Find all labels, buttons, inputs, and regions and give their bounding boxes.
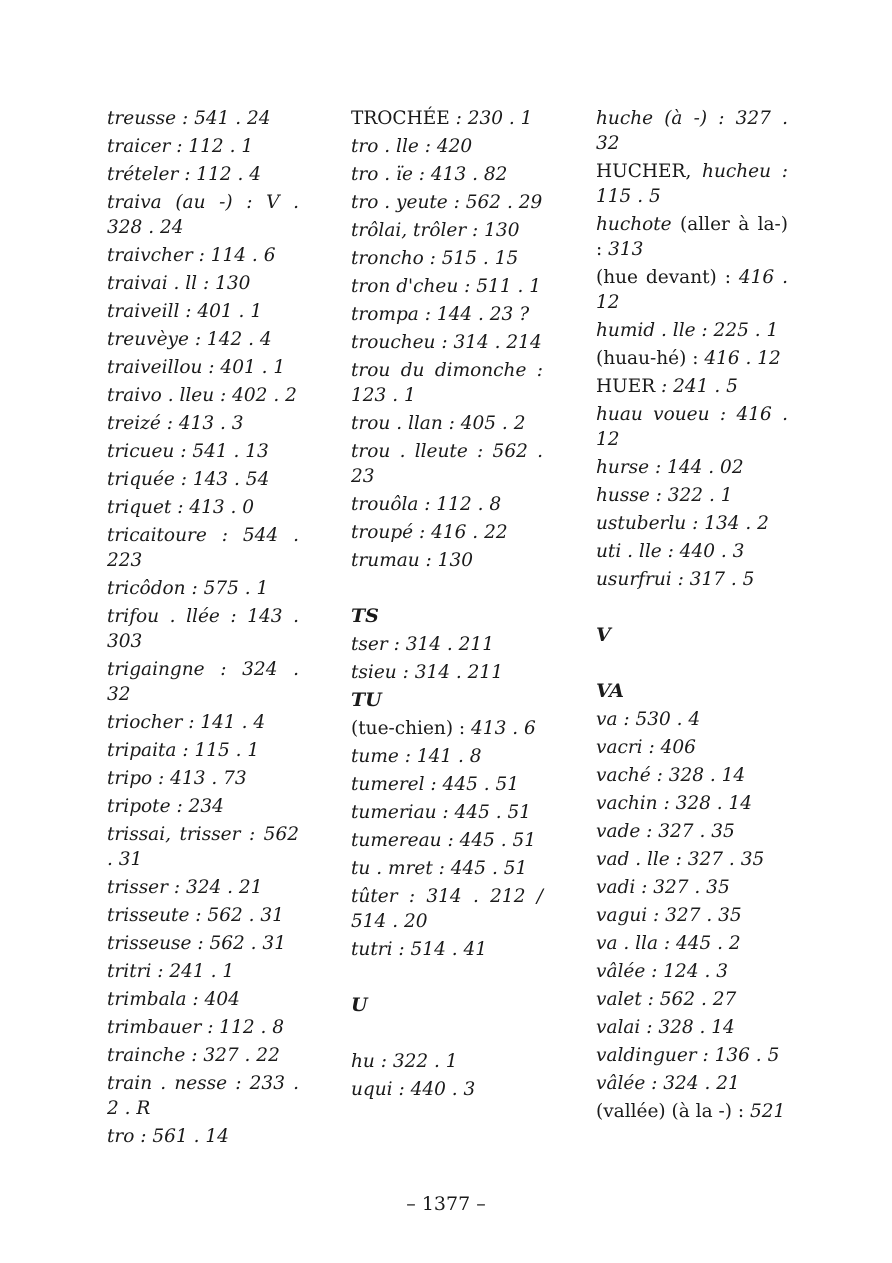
- entry-italic-text: husse : 322 . 1: [596, 485, 733, 506]
- section-spacer: [596, 651, 788, 679]
- section-spacer: [596, 595, 788, 623]
- index-entry: [107, 766, 299, 791]
- entry-italic-text: traivcher : 114 . 6: [107, 245, 276, 266]
- section-heading: TU: [351, 689, 382, 711]
- index-column-2: [351, 106, 543, 1105]
- index-entry: [596, 763, 788, 788]
- entry-italic-text: 416 . 12: [596, 267, 788, 313]
- entry-italic-text: traivai . ll : 130: [107, 273, 251, 294]
- index-entry: [351, 162, 543, 187]
- index-entry: [596, 1071, 788, 1096]
- entry-italic-text: trisseuse : 562 . 31: [107, 933, 286, 954]
- index-entry: [351, 937, 543, 962]
- entry-italic-text: 416 . 12: [698, 348, 781, 369]
- entry-italic-text: tumereau : 445 . 51: [351, 830, 537, 851]
- entry-italic-text: treizé : 413 . 3: [107, 413, 244, 434]
- entry-italic-text: tripaita : 115 . 1: [107, 740, 260, 761]
- entry-upright-text: (tue-chien) :: [351, 718, 466, 739]
- entry-italic-text: trifou . llée : 143 . 303: [107, 606, 299, 652]
- entry-italic-text: tûter : 314 . 212 / 514 . 20: [351, 886, 543, 932]
- index-entry: [107, 576, 299, 601]
- index-entry: [351, 302, 543, 327]
- entry-italic-text: hu : 322 . 1: [351, 1051, 458, 1072]
- index-entry: [596, 791, 788, 816]
- index-entry: [107, 1124, 299, 1149]
- entry-italic-text: trumau : 130: [351, 550, 473, 571]
- section-heading: U: [351, 994, 368, 1016]
- index-entry: [351, 744, 543, 769]
- index-entry: [107, 1043, 299, 1068]
- index-entry: [596, 567, 788, 592]
- index-entry: [596, 819, 788, 844]
- index-entry: [107, 903, 299, 928]
- entry-italic-text: tricueu : 541 . 13: [107, 441, 269, 462]
- page-number: – 1377 –: [406, 1193, 486, 1215]
- entry-italic-text: valdinguer : 136 . 5: [596, 1045, 780, 1066]
- index-entry: [107, 162, 299, 187]
- entry-italic-text: trou du dimonche : 123 . 1: [351, 360, 543, 406]
- index-entry: [596, 903, 788, 928]
- index-column-3: [596, 106, 788, 1127]
- entry-italic-text: tutri : 514 . 41: [351, 939, 488, 960]
- entry-italic-text: traivo . lleu : 402 . 2: [107, 385, 297, 406]
- index-entry: [107, 1015, 299, 1040]
- index-entry: [107, 523, 299, 573]
- entry-italic-text: trou . lleute : 562 . 23: [351, 441, 543, 487]
- entry-italic-text: trimbauer : 112 . 8: [107, 1017, 285, 1038]
- entry-upright-text: (huau-hé) :: [596, 348, 699, 369]
- index-entry: [107, 710, 299, 735]
- index-entry: [596, 539, 788, 564]
- entry-italic-text: hucheu : 115 . 5: [596, 161, 788, 207]
- index-entry: [596, 959, 788, 984]
- entry-italic-text: vâlée : 324 . 21: [596, 1073, 740, 1094]
- entry-italic-text: 413 . 6: [465, 718, 536, 739]
- index-column-1: [107, 106, 299, 1152]
- entry-italic-text: train . nesse : 233 . 2 . R: [107, 1073, 299, 1119]
- index-entry: [107, 822, 299, 872]
- index-entry: [351, 1049, 543, 1074]
- index-entry: [596, 931, 788, 956]
- entry-italic-text: tsieu : 314 . 211: [351, 662, 503, 683]
- entry-italic-text: tro . ïe : 413 . 82: [351, 164, 508, 185]
- entry-italic-text: valai : 328 . 14: [596, 1017, 735, 1038]
- entry-italic-text: uti . lle : 440 . 3: [596, 541, 745, 562]
- index-entry: [107, 657, 299, 707]
- entry-italic-text: treuvèye : 142 . 4: [107, 329, 272, 350]
- entry-italic-text: trételer : 112 . 4: [107, 164, 262, 185]
- index-entry: [351, 1077, 543, 1102]
- entry-upright-text: TROCHÉE: [351, 108, 450, 129]
- section-heading: V: [596, 624, 611, 646]
- entry-italic-text: tume : 141 . 8: [351, 746, 482, 767]
- entry-italic-text: tritri : 241 . 1: [107, 961, 235, 982]
- entry-italic-text: troucheu : 314 . 214: [351, 332, 542, 353]
- index-entry: [351, 772, 543, 797]
- entry-italic-text: troncho : 515 . 15: [351, 248, 519, 269]
- entry-italic-text: triquet : 413 . 0: [107, 497, 255, 518]
- section-spacer: [351, 576, 543, 604]
- entry-italic-text: vâlée : 124 . 3: [596, 961, 729, 982]
- entry-upright-text: HUCHER,: [596, 161, 692, 182]
- index-entry: [107, 495, 299, 520]
- index-entry: [107, 959, 299, 984]
- entry-italic-text: : 230 . 1: [449, 108, 533, 129]
- entry-italic-text: traiva (au -) : V . 328 . 24: [107, 192, 299, 238]
- index-entry: [107, 299, 299, 324]
- entry-italic-text: va : 530 . 4: [596, 709, 701, 730]
- entry-italic-text: vachin : 328 . 14: [596, 793, 753, 814]
- entry-italic-text: traiveill : 401 . 1: [107, 301, 263, 322]
- index-entry: [351, 856, 543, 881]
- entry-italic-text: tumeriau : 445 . 51: [351, 802, 532, 823]
- index-entry: [107, 794, 299, 819]
- entry-italic-text: tricaitoure : 544 . 223: [107, 525, 299, 571]
- index-entry: [596, 318, 788, 343]
- index-entry: [107, 327, 299, 352]
- index-entry: [596, 1099, 788, 1124]
- entry-italic-text: tu . mret : 445 . 51: [351, 858, 528, 879]
- index-entry: [351, 492, 543, 517]
- index-entry: [107, 604, 299, 654]
- index-entry: [596, 707, 788, 732]
- entry-italic-text: trompa : 144 . 23 ?: [351, 304, 530, 325]
- entry-italic-text: valet : 562 . 27: [596, 989, 737, 1010]
- index-entry: [596, 265, 788, 315]
- index-entry: [351, 632, 543, 657]
- entry-upright-text: (vallée) (à la -) :: [596, 1101, 745, 1122]
- index-entry: [107, 243, 299, 268]
- entry-italic-text: tricôdon : 575 . 1: [107, 578, 269, 599]
- entry-italic-text: trou . llan : 405 . 2: [351, 413, 526, 434]
- index-entry: [351, 411, 543, 436]
- index-entry: [351, 800, 543, 825]
- entry-italic-text: vadi : 327 . 35: [596, 877, 730, 898]
- entry-italic-text: vacri : 406: [596, 737, 696, 758]
- index-entry: [351, 330, 543, 355]
- entry-italic-text: tro . lle : 420: [351, 136, 473, 157]
- index-entry: [351, 106, 543, 131]
- entry-italic-text: vaché : 328 . 14: [596, 765, 746, 786]
- entry-italic-text: vade : 327 . 35: [596, 821, 735, 842]
- index-entry: [596, 511, 788, 536]
- index-entry: [107, 1071, 299, 1121]
- index-entry: [107, 383, 299, 408]
- index-entry: [596, 735, 788, 760]
- entry-upright-text: (hue devant) :: [596, 267, 731, 288]
- entry-italic-text: trigaingne : 324 . 32: [107, 659, 299, 705]
- index-entry: [596, 875, 788, 900]
- entry-upright-text: (aller à la-) :: [596, 214, 788, 260]
- entry-italic-text: trimbala : 404: [107, 989, 240, 1010]
- entry-italic-text: tro . yeute : 562 . 29: [351, 192, 543, 213]
- index-entry: [107, 106, 299, 131]
- entry-italic-text: traicer : 112 . 1: [107, 136, 254, 157]
- index-entry: [351, 716, 543, 741]
- entry-italic-text: ustuberlu : 134 . 2: [596, 513, 769, 534]
- index-entry: [596, 847, 788, 872]
- index-entry: [596, 106, 788, 156]
- index-entry: [107, 190, 299, 240]
- entry-italic-text: tripote : 234: [107, 796, 224, 817]
- entry-italic-text: trainche : 327 . 22: [107, 1045, 280, 1066]
- index-entry: [596, 374, 788, 399]
- entry-italic-text: trissai, trisser : 562 . 31: [107, 824, 299, 870]
- index-entry: [351, 548, 543, 573]
- index-entry: [107, 439, 299, 464]
- entry-italic-text: vagui : 327 . 35: [596, 905, 742, 926]
- entry-italic-text: : 241 . 5: [655, 376, 738, 397]
- entry-italic-text: 521: [744, 1101, 786, 1122]
- entry-italic-text: usurfrui : 317 . 5: [596, 569, 755, 590]
- entry-italic-text: huau voueu : 416 . 12: [596, 404, 788, 450]
- entry-italic-text: trôlai, trôler : 130: [351, 220, 520, 241]
- index-entry: [351, 134, 543, 159]
- index-entry: [596, 455, 788, 480]
- index-entry: [351, 520, 543, 545]
- entry-italic-text: uqui : 440 . 3: [351, 1079, 476, 1100]
- index-entry: [351, 274, 543, 299]
- index-entry: [107, 271, 299, 296]
- entry-italic-text: humid . lle : 225 . 1: [596, 320, 779, 341]
- entry-italic-text: triquée : 143 . 54: [107, 469, 270, 490]
- index-entry: [351, 439, 543, 489]
- entry-italic-text: traiveillou : 401 . 1: [107, 357, 286, 378]
- index-entry: [596, 987, 788, 1012]
- entry-italic-text: trisseute : 562 . 31: [107, 905, 284, 926]
- index-entry: [351, 218, 543, 243]
- index-entry: [351, 190, 543, 215]
- index-entry: [596, 212, 788, 262]
- index-entry: [107, 875, 299, 900]
- index-entry: [107, 134, 299, 159]
- index-entry: [107, 931, 299, 956]
- index-entry: [596, 402, 788, 452]
- index-entry: [107, 467, 299, 492]
- section-heading: VA: [596, 680, 625, 702]
- entry-italic-text: huche (à -) : 327 . 32: [596, 108, 788, 154]
- index-entry: [107, 411, 299, 436]
- entry-upright-text: HUER: [596, 376, 656, 397]
- entry-italic-text: 313: [602, 239, 644, 260]
- entry-italic-text: hurse : 144 . 02: [596, 457, 744, 478]
- entry-italic-text: troupé : 416 . 22: [351, 522, 508, 543]
- entry-italic-text: tron d'cheu : 511 . 1: [351, 276, 541, 297]
- entry-italic-text: va . lla : 445 . 2: [596, 933, 741, 954]
- entry-italic-text: tumerel : 445 . 51: [351, 774, 520, 795]
- entry-italic-text: vad . lle : 327 . 35: [596, 849, 765, 870]
- section-spacer: [351, 965, 543, 993]
- index-entry: [351, 828, 543, 853]
- index-entry: [596, 1015, 788, 1040]
- index-entry: [107, 987, 299, 1012]
- entry-italic-text: trisser : 324 . 21: [107, 877, 263, 898]
- entry-italic-text: triocher : 141 . 4: [107, 712, 266, 733]
- index-entry: [596, 483, 788, 508]
- index-entry: [351, 246, 543, 271]
- entry-italic-text: tro : 561 . 14: [107, 1126, 229, 1147]
- entry-italic-text: trouôla : 112 . 8: [351, 494, 502, 515]
- section-spacer: [351, 1021, 543, 1049]
- index-entry: [351, 884, 543, 934]
- index-entry: [596, 159, 788, 209]
- index-entry: [351, 358, 543, 408]
- index-entry: [596, 1043, 788, 1068]
- section-heading: TS: [351, 605, 379, 627]
- entry-italic-text: huchote: [596, 214, 672, 235]
- entry-italic-text: tser : 314 . 211: [351, 634, 494, 655]
- index-entry: [107, 738, 299, 763]
- index-entry: [107, 355, 299, 380]
- entry-italic-text: tripo : 413 . 73: [107, 768, 247, 789]
- index-entry: [596, 346, 788, 371]
- index-entry: [351, 660, 543, 685]
- entry-italic-text: treusse : 541 . 24: [107, 108, 271, 129]
